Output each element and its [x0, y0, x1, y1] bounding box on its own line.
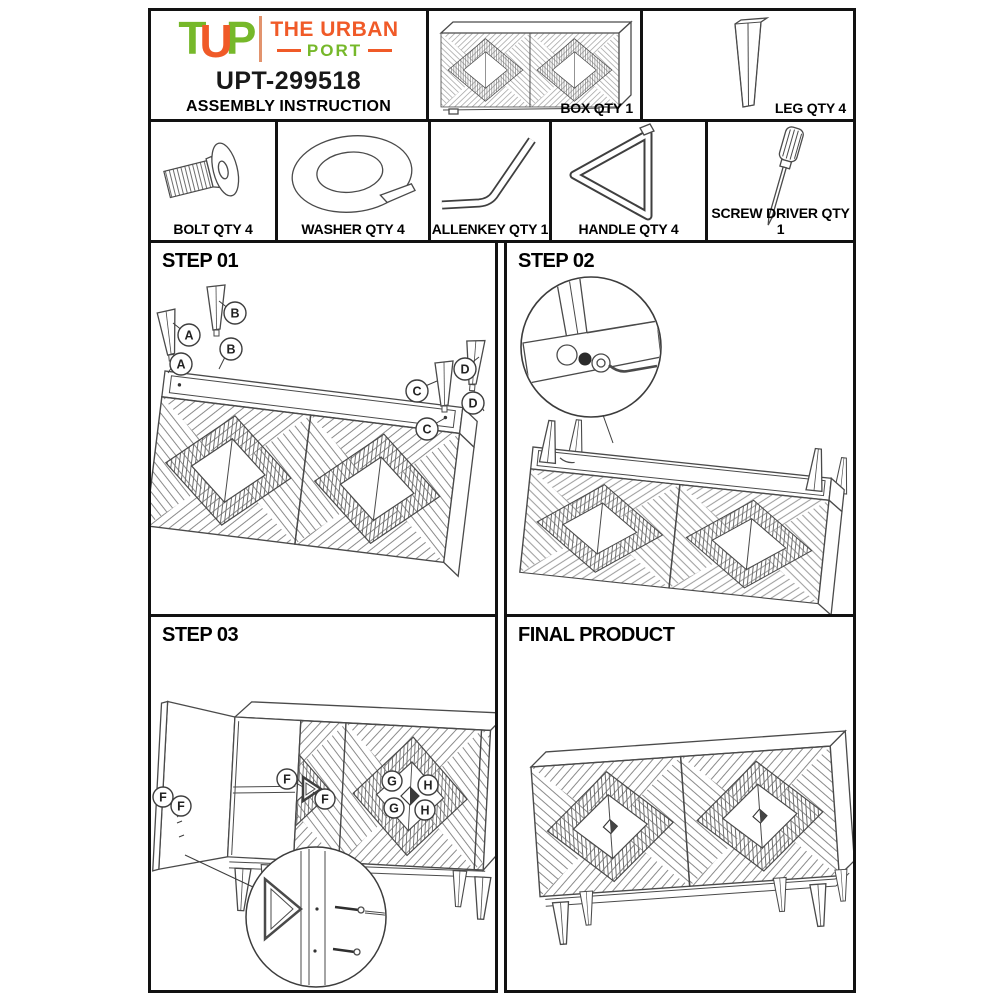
logo-letter-u: U: [199, 15, 228, 68]
part-panel-washer: [275, 119, 431, 243]
callout-d2: [462, 392, 484, 414]
port-dash-left: [277, 49, 301, 52]
callout-d: [454, 358, 476, 380]
svg-text:F: F: [159, 790, 167, 805]
callout-h1: [418, 775, 438, 795]
part-panel-bolt: [148, 119, 278, 243]
brand-logo: [178, 12, 399, 68]
callout-a: [178, 324, 200, 346]
svg-text:H: H: [423, 778, 433, 793]
callout-h2: [415, 800, 435, 820]
magnifier-detail: [521, 257, 661, 417]
callout-b: [224, 302, 246, 324]
port-dash-right: [368, 49, 392, 52]
logo-letter-t: T: [178, 12, 202, 65]
callout-c: [406, 380, 428, 402]
callout-f2: [171, 796, 191, 816]
svg-text:F: F: [177, 799, 185, 814]
part-label-bolt: BOLT QTY 4: [173, 221, 253, 237]
final-product-illustration: [507, 617, 853, 990]
callout-c2: [416, 418, 438, 440]
svg-text:F: F: [321, 792, 329, 807]
brand-line1: THE URBAN: [270, 18, 399, 41]
step3-panel: [148, 614, 498, 993]
step1-title: STEP 01: [162, 250, 239, 272]
callout-f3: [277, 769, 297, 789]
part-panel-box: [426, 8, 643, 122]
brand-line2: PORT: [306, 41, 363, 60]
final-product-title: FINAL PRODUCT: [518, 624, 675, 646]
part-panel-handle: [549, 119, 708, 243]
brand-name: [270, 19, 398, 59]
logo-letter-p: P: [225, 12, 252, 65]
part-label-box: BOX QTY 1: [560, 100, 633, 116]
final-product-panel: [504, 614, 856, 993]
logo-panel: [148, 8, 429, 122]
tup-logo: [178, 12, 252, 68]
part-panel-leg: [640, 8, 856, 122]
part-panel-allenkey: [428, 119, 552, 243]
part-label-screwdriver: SCREW DRIVER QTY 1: [711, 205, 850, 237]
callout-g1: [382, 771, 402, 791]
part-label-handle: HANDLE QTY 4: [578, 221, 679, 237]
svg-text:A: A: [184, 328, 194, 343]
callout-a2: [170, 353, 192, 375]
part-label-leg: LEG QTY 4: [774, 100, 846, 116]
step2-illustration: [507, 243, 853, 614]
svg-text:B: B: [230, 306, 240, 321]
part-label-allenkey: ALLENKEY QTY 1: [431, 221, 549, 237]
svg-text:D: D: [460, 362, 470, 377]
callout-g2: [384, 798, 404, 818]
svg-text:A: A: [176, 357, 186, 372]
svg-text:G: G: [387, 774, 397, 789]
step1-panel: [148, 240, 498, 617]
callout-b2: [220, 338, 242, 360]
svg-text:C: C: [412, 384, 422, 399]
svg-text:H: H: [420, 803, 430, 818]
svg-text:B: B: [226, 342, 236, 357]
svg-text:F: F: [283, 772, 291, 787]
step3-illustration: [151, 617, 495, 990]
brand-line2-row: [277, 42, 392, 59]
leg-b: [207, 285, 225, 336]
svg-text:C: C: [422, 422, 432, 437]
callout-f1: [153, 787, 173, 807]
model-number: UPT-299518: [215, 67, 362, 95]
part-panel-screwdriver: [705, 119, 856, 243]
svg-text:D: D: [468, 396, 478, 411]
logo-divider: [259, 16, 262, 62]
step3-title: STEP 03: [162, 624, 239, 646]
callout-f4: [315, 789, 335, 809]
step2-panel: [504, 240, 856, 617]
step1-illustration: [151, 243, 495, 614]
part-label-washer: WASHER QTY 4: [301, 221, 405, 237]
svg-text:G: G: [389, 801, 399, 816]
assembly-instruction-title: ASSEMBLY INSTRUCTION: [186, 98, 391, 115]
step2-title: STEP 02: [518, 250, 595, 272]
